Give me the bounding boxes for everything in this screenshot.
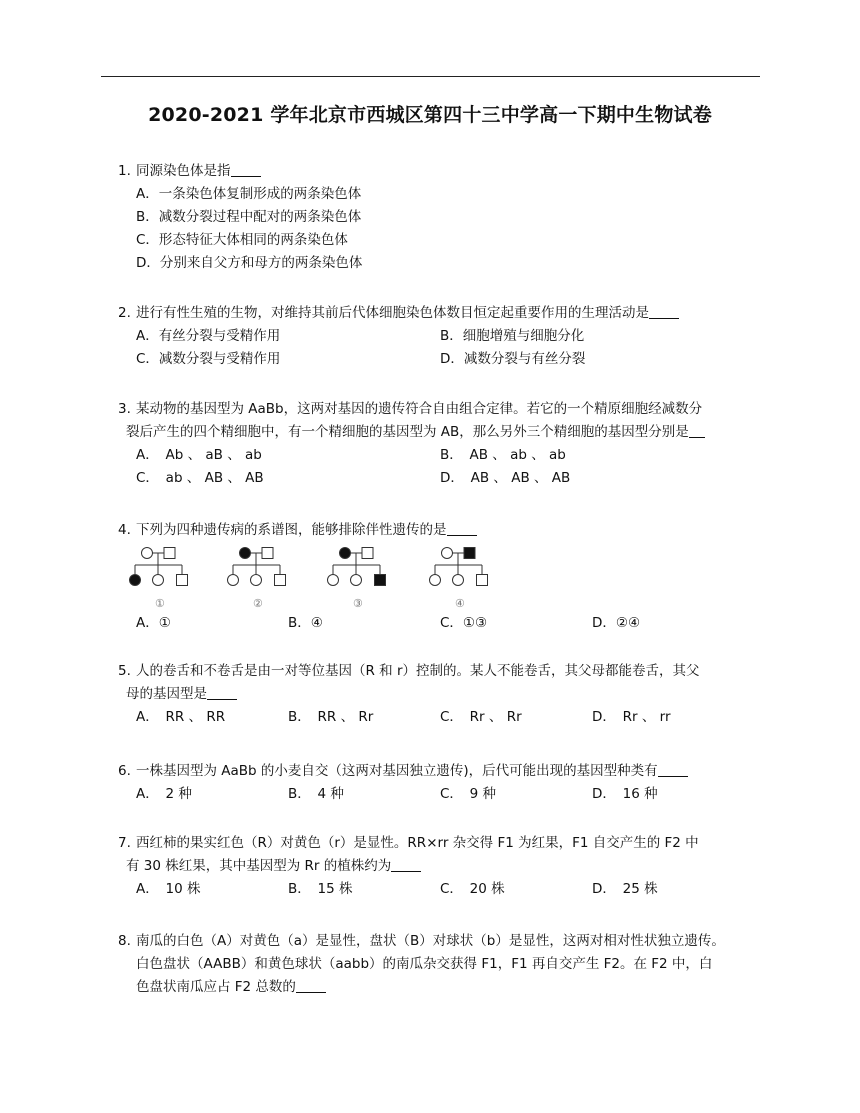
question-stem: 2. 进行有性生殖的生物，对维持其前后代体细胞染色体数目恒定起重要作用的生理活动是 — [118, 302, 778, 325]
male-normal-icon — [177, 575, 188, 586]
question-stem: 4. 下列为四种遗传病的系谱图，能够排除伴性遗传的是 — [118, 519, 778, 542]
pedigree-1 — [130, 548, 188, 586]
question-1 — [118, 160, 778, 275]
answer-blank — [649, 304, 679, 319]
female-affected-icon — [240, 548, 251, 559]
question-number: 1. — [118, 163, 131, 179]
option-c[interactable]: C．①③ — [440, 615, 488, 631]
male-normal-icon — [262, 548, 273, 559]
header-rule — [101, 76, 760, 77]
question-8 — [118, 930, 786, 999]
male-affected-icon — [375, 575, 386, 586]
question-5 — [118, 660, 778, 729]
option-d[interactable]: D．②④ — [592, 615, 641, 631]
female-normal-icon — [328, 575, 339, 586]
female-normal-icon — [251, 575, 262, 586]
option-b[interactable]: B．细胞增殖与细胞分化 — [440, 328, 585, 344]
option-b[interactable]: B． 15 株 — [288, 881, 353, 897]
question-6 — [118, 760, 778, 806]
option-a[interactable]: A．一条染色体复制形成的两条染色体 — [136, 186, 362, 202]
female-normal-icon — [153, 575, 164, 586]
question-stem: 3. 某动物的基因型为 AaBb，这两对基因的遗传符合自由组合定律。若它的一个精原细胞经减数分 裂后产生的四个精细胞中，有一个精细胞的基因型为 AB，那么另外三个精细胞的基因型分别是 — [118, 398, 778, 444]
option-c[interactable]: C． Rr 、 Rr — [440, 709, 522, 725]
female-normal-icon — [453, 575, 464, 586]
question-2 — [118, 302, 778, 371]
pedigree-label: ② — [253, 597, 263, 610]
answer-blank — [391, 857, 421, 872]
question-stem: 7. 西红柿的果实红色（R）对黄色（r）是显性。RR×rr 杂交得 F1 为红果，F1 自交产生的 F2 中 有 30 株红果，其中基因型为 Rr 的植株约为 — [118, 832, 778, 878]
female-normal-icon — [430, 575, 441, 586]
female-normal-icon — [442, 548, 453, 559]
question-number: 3. — [118, 401, 131, 417]
option-a[interactable]: A． Ab 、 aB 、 ab — [136, 447, 262, 463]
option-c[interactable]: C．形态特征大体相同的两条染色体 — [136, 232, 348, 248]
option-c[interactable]: C． 9 种 — [440, 786, 497, 802]
option-d[interactable]: D． 16 种 — [592, 786, 658, 802]
option-b[interactable]: B． AB 、 ab 、 ab — [440, 447, 566, 463]
question-number: 5. — [118, 663, 131, 679]
question-stem: 1. 同源染色体是指 — [118, 160, 778, 183]
option-a[interactable]: A．有丝分裂与受精作用 — [136, 328, 281, 344]
female-normal-icon — [228, 575, 239, 586]
options-list — [136, 706, 778, 729]
female-normal-icon — [351, 575, 362, 586]
option-c[interactable]: C．减数分裂与受精作用 — [136, 351, 281, 367]
pedigree-3 — [328, 548, 386, 586]
option-b[interactable]: B． 4 种 — [288, 786, 344, 802]
option-a[interactable]: A． 2 种 — [136, 786, 192, 802]
option-d[interactable]: D． AB 、 AB 、 AB — [440, 470, 571, 486]
question-7 — [118, 832, 778, 901]
option-d[interactable]: D．减数分裂与有丝分裂 — [440, 351, 586, 367]
option-d[interactable]: D．分别来自父方和母方的两条染色体 — [136, 255, 363, 271]
options-list — [136, 444, 778, 490]
question-number: 2. — [118, 305, 131, 321]
options-list — [136, 612, 778, 635]
answer-blank — [658, 762, 688, 777]
options-list — [136, 183, 778, 275]
pedigree-charts — [124, 545, 504, 613]
answer-blank — [689, 423, 705, 438]
answer-blank — [231, 162, 261, 177]
female-normal-icon — [142, 548, 153, 559]
option-c[interactable]: C． ab 、 AB 、 AB — [136, 470, 264, 486]
female-affected-icon — [340, 548, 351, 559]
question-stem: 5. 人的卷舌和不卷舌是由一对等位基因（R 和 r）控制的。某人不能卷舌，其父母都能卷舌，其父 母的基因型是 — [118, 660, 778, 706]
question-number: 6. — [118, 763, 131, 779]
option-b[interactable]: B． RR 、 Rr — [288, 709, 374, 725]
question-stem: 8. 南瓜的白色（A）对黄色（a）是显性，盘状（B）对球状（b）是显性，这两对相对性状独立遗传。 白色盘状（AABB）和黄色球状（aabb）的南瓜杂交获得 F1，F1 再自交产生 F2。在 F2 中，白 色盘状南瓜应占 F2 总数的 — [118, 930, 786, 999]
option-d[interactable]: D． Rr 、 rr — [592, 709, 671, 725]
options-list — [136, 783, 778, 806]
page-title: 2020-2021 学年北京市西城区第四十三中学高一下期中生物试卷 — [148, 104, 712, 126]
question-number: 4. — [118, 522, 131, 538]
option-a[interactable]: A． RR 、 RR — [136, 709, 226, 725]
option-a[interactable]: A．① — [136, 615, 171, 631]
option-b[interactable]: B．减数分裂过程中配对的两条染色体 — [136, 209, 362, 225]
answer-blank — [207, 685, 237, 700]
options-list — [136, 878, 778, 901]
option-a[interactable]: A． 10 株 — [136, 881, 201, 897]
male-normal-icon — [164, 548, 175, 559]
option-b[interactable]: B．④ — [288, 615, 323, 631]
question-4-options — [118, 612, 778, 635]
pedigree-label: ④ — [455, 597, 465, 610]
option-d[interactable]: D． 25 株 — [592, 881, 658, 897]
male-affected-icon — [464, 548, 475, 559]
answer-blank — [296, 978, 326, 993]
question-stem: 6. 一株基因型为 AaBb 的小麦自交（这两对基因独立遗传)，后代可能出现的基因型种类有 — [118, 760, 778, 783]
answer-blank — [447, 521, 477, 536]
option-c[interactable]: C． 20 株 — [440, 881, 505, 897]
pedigree-label: ① — [155, 597, 165, 610]
male-normal-icon — [477, 575, 488, 586]
pedigree-4 — [430, 548, 488, 586]
male-normal-icon — [275, 575, 286, 586]
pedigree-2 — [228, 548, 286, 586]
question-number: 7. — [118, 835, 131, 851]
male-normal-icon — [362, 548, 373, 559]
options-list — [136, 325, 778, 371]
pedigree-label: ③ — [353, 597, 363, 610]
question-4 — [118, 519, 778, 542]
female-affected-icon — [130, 575, 141, 586]
question-number: 8. — [118, 933, 131, 949]
question-3 — [118, 398, 778, 490]
